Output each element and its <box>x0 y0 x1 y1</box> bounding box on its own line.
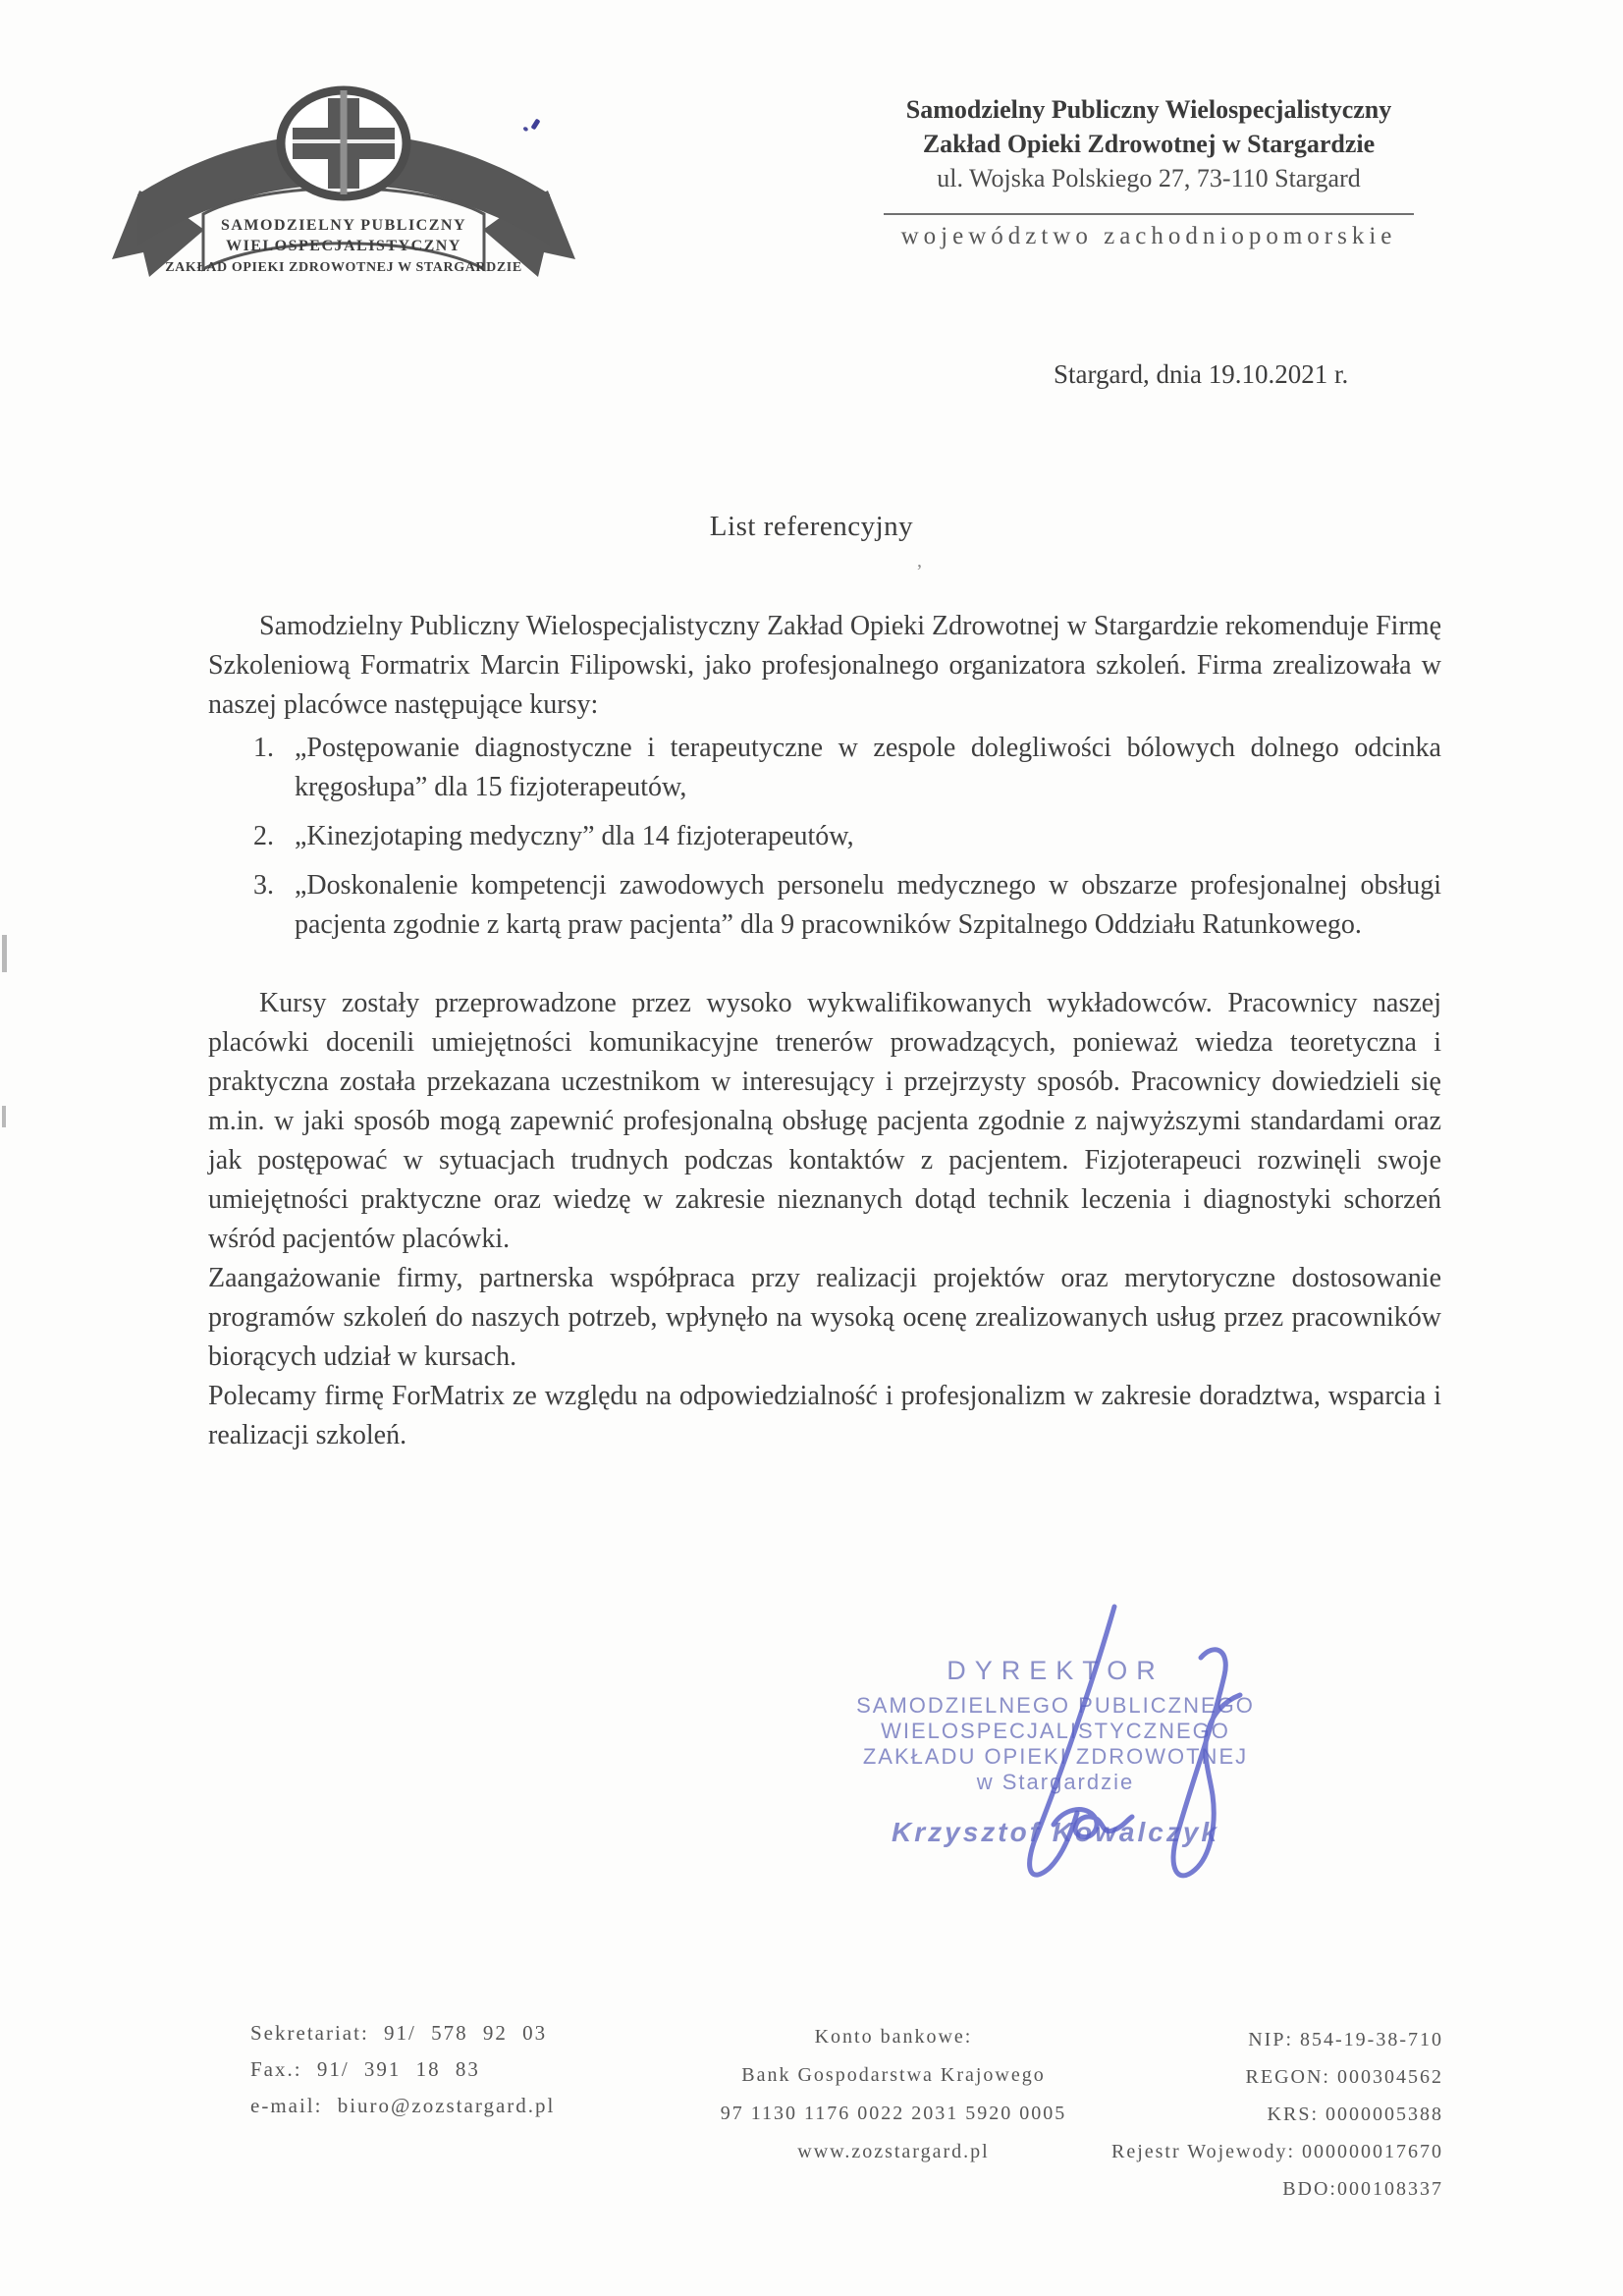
handwritten-signature <box>967 1599 1262 1923</box>
list-item-text: „Postępowanie diagnostyczne i terapeutyczne w zespole dolegliwości bólowych dolnego odcinka kręgosłupa” dla 15 fizjoterapeutów, <box>295 733 1441 802</box>
footer-contact-block <box>250 2015 555 2124</box>
footer-bank-label: Konto bankowe: <box>814 2026 973 2048</box>
org-name-line1: Samodzielny Publiczny Wielospecjalistyczny <box>905 95 1392 124</box>
footer-bdo: BDO:000108337 <box>1282 2178 1443 2200</box>
intro-paragraph: Samodzielny Publiczny Wielospecjalistyczny Zakład Opieki Zdrowotnej w Stargardzie rekomenduje Firmę Szkoleniową Formatrix Marcin Filipowski, jako profesjonalnego organizatora szkoleń. Firma zrealizowała w naszej placówce następujące kursy: <box>208 611 1441 720</box>
footer-fax: Fax.: 91/ 391 18 83 <box>250 2057 480 2081</box>
list-item <box>208 866 1441 945</box>
letterhead-divider <box>884 213 1414 215</box>
stamp-line-director: DYREKTOR <box>947 1656 1164 1685</box>
footer-nip: NIP: 854-19-38-710 <box>1248 2029 1443 2050</box>
footer-bank-name: Bank Gospodarstwa Krajowego <box>741 2064 1046 2086</box>
scan-speck: , <box>917 550 922 572</box>
list-item-number: 2. <box>253 821 274 851</box>
org-address: ul. Wojska Polskiego 27, 73-110 Stargard <box>937 164 1361 192</box>
stamp-line-city: w Stargardzie <box>976 1770 1135 1794</box>
list-item <box>208 729 1441 807</box>
footer-krs: KRS: 0000005388 <box>1267 2104 1443 2125</box>
list-item-text: „Kinezjotaping medyczny” dla 14 fizjoterapeutów, <box>295 821 854 851</box>
paragraph-courses-summary: Kursy zostały przeprowadzone przez wysoko wykwalifikowanych wykładowców. Pracownicy naszej placówki docenili umiejętności komunikacyjne trenerów prowadzących, ponieważ wiedza teoretyczna i praktyczna została przekazana uczestnikom w interesujący i przejrzysty sposób. Pracownicy dowiedzieli się m.in. w jaki sposób mogą zapewnić profesjonalną obsługę pacjenta zgodnie z najwyższymi standardami oraz jak postępować w sytuacjach trudnych podczas kontaktów z pacjentem. Fizjoterapeuci rozwinęli swoje umiejętności praktyczne oraz wiedzę w zakresie nieznanych dotąd technik leczenia i diagnostyki schorzeń wśród pacjentów placówki. <box>208 988 1441 1254</box>
staff-icon <box>341 90 348 194</box>
page-title: List referencyjny <box>709 511 914 542</box>
course-list <box>208 729 1441 955</box>
signatory-name: Krzysztof Kowalczyk <box>892 1817 1219 1847</box>
list-item-text: „Doskonalenie kompetencji zawodowych personelu medycznego w obszarze profesjonalnej obsługi pacjenta zgodnie z kartą praw pacjenta” dla 9 pracowników Szpitalnego Oddziału Ratunkowego. <box>295 870 1441 940</box>
logo-line-2: WIELOSPECJALISTYCZNY <box>226 238 461 254</box>
voivodeship-label: województwo zachodniopomorskie <box>900 223 1397 249</box>
scan-edge-mark <box>2 935 7 972</box>
footer-website: www.zozstargard.pl <box>797 2141 990 2162</box>
paragraph-recommendation: Polecamy firmę ForMatrix ze względu na odpowiedzialność i profesjonalizm w zakresie doradztwa, wsparcia i realizacji szkoleń. <box>208 1381 1441 1450</box>
logo-line-3: ZAKŁAD OPIEKI ZDROWOTNEJ W STARGARDZIE <box>165 260 522 275</box>
footer-email: e-mail: biuro@zozstargard.pl <box>250 2094 556 2117</box>
stamp-line: SAMODZIELNEGO PUBLICZNEGO <box>856 1693 1255 1718</box>
body-paragraphs <box>208 984 1441 1455</box>
list-item-number: 1. <box>253 733 274 763</box>
list-item <box>208 817 1441 856</box>
footer-registry-block <box>982 2021 1443 2208</box>
stamp-line: ZAKŁADU OPIEKI ZDROWOTNEJ <box>862 1744 1249 1769</box>
org-name-line2: Zakład Opieki Zdrowotnej w Stargardzie <box>922 130 1376 158</box>
date-line: Stargard, dnia 19.10.2021 r. <box>1054 359 1349 389</box>
letterhead-block <box>864 92 1434 250</box>
footer-voivode-registry: Rejestr Wojewody: 000000017670 <box>1111 2141 1443 2162</box>
footer-regon: REGON: 000304562 <box>1245 2066 1443 2088</box>
list-item-number: 3. <box>253 870 274 901</box>
footer-secretariat-phone: Sekretariat: 91/ 578 92 03 <box>250 2021 548 2045</box>
footer-bank-account: 97 1130 1176 0022 2031 5920 0005 <box>720 2103 1067 2124</box>
hospital-logo <box>110 77 606 283</box>
logo-line-1: SAMODZIELNY PUBLICZNY <box>220 217 467 234</box>
scan-edge-mark <box>2 1106 6 1127</box>
paragraph-engagement: Zaangażowanie firmy, partnerska współpraca przy realizacji projektów oraz merytoryczne dostosowanie programów szkoleń do naszych potrzeb, wpłynęło na wysoką ocenę zrealizowanych usług przez pracowników biorących udział w kursach. <box>208 1263 1441 1372</box>
stamp-line: WIELOSPECJALISTYCZNEGO <box>881 1719 1230 1743</box>
